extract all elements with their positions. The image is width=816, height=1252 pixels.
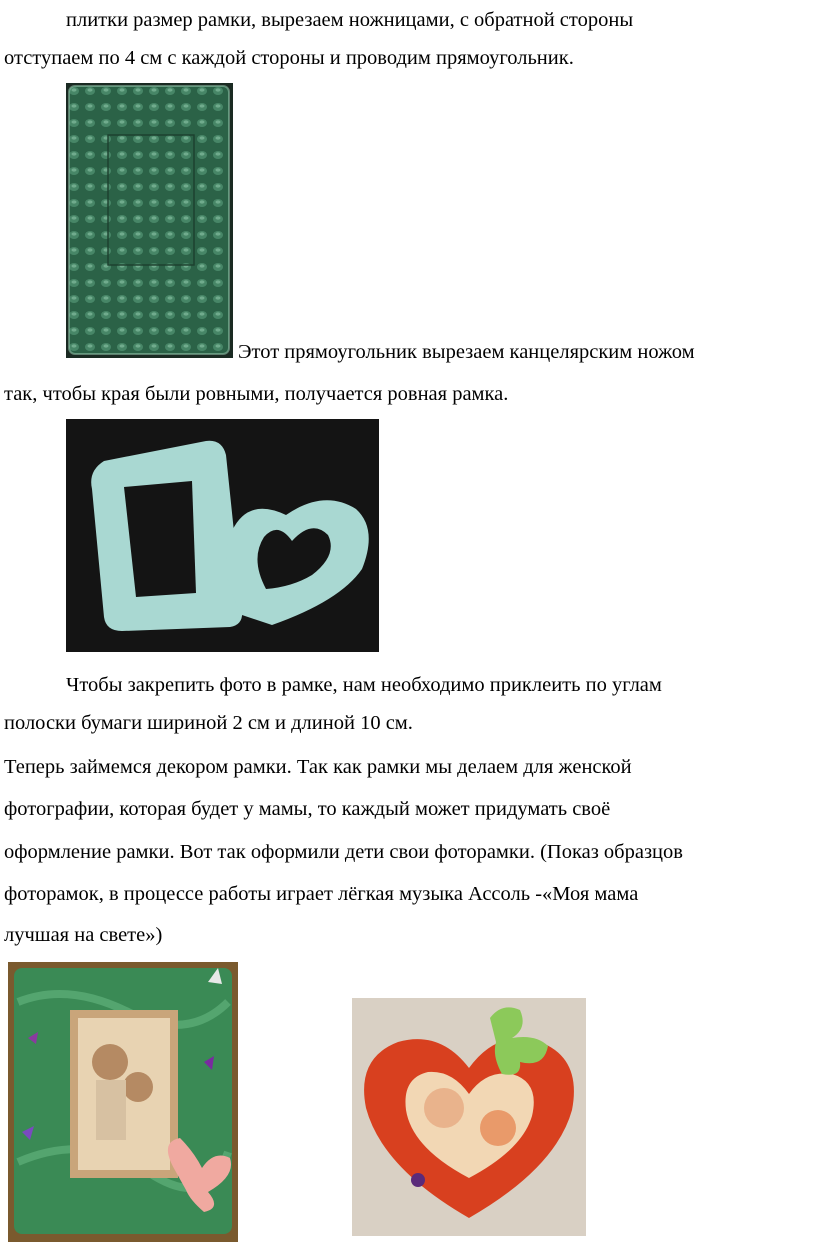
text-line: оформление рамки. Вот так оформили дети свои фоторамки. (Показ образцов <box>4 841 683 863</box>
text-line: Чтобы закрепить фото в рамке, нам необходимо приклеить по углам <box>66 674 662 696</box>
text-line: Этот прямоугольник вырезаем канцелярским ножом <box>238 341 695 363</box>
text-line: отступаем по 4 см с каждой стороны и проводим прямоугольник. <box>4 47 574 69</box>
photo-tile-with-rectangle <box>66 83 233 358</box>
text-line: полоски бумаги шириной 2 см и длиной 10 см. <box>4 712 413 734</box>
photo-cut-frames <box>66 419 379 652</box>
text-line: Теперь займемся декором рамки. Так как рамки мы делаем для женской <box>4 756 632 778</box>
text-line: так, чтобы края были ровными, получается ровная рамка. <box>4 383 509 405</box>
photo-heart-frame <box>352 998 586 1236</box>
text-line: фотографии, которая будет у мамы, то каждый может придумать своё <box>4 798 611 820</box>
photo-green-frame <box>8 962 238 1242</box>
text-line: плитки размер рамки, вырезаем ножницами, с обратной стороны <box>66 9 634 31</box>
text-line: лучшая на свете») <box>4 924 163 946</box>
text-line: фоторамок, в процессе работы играет лёгкая музыка Ассоль -«Моя мама <box>4 883 639 905</box>
